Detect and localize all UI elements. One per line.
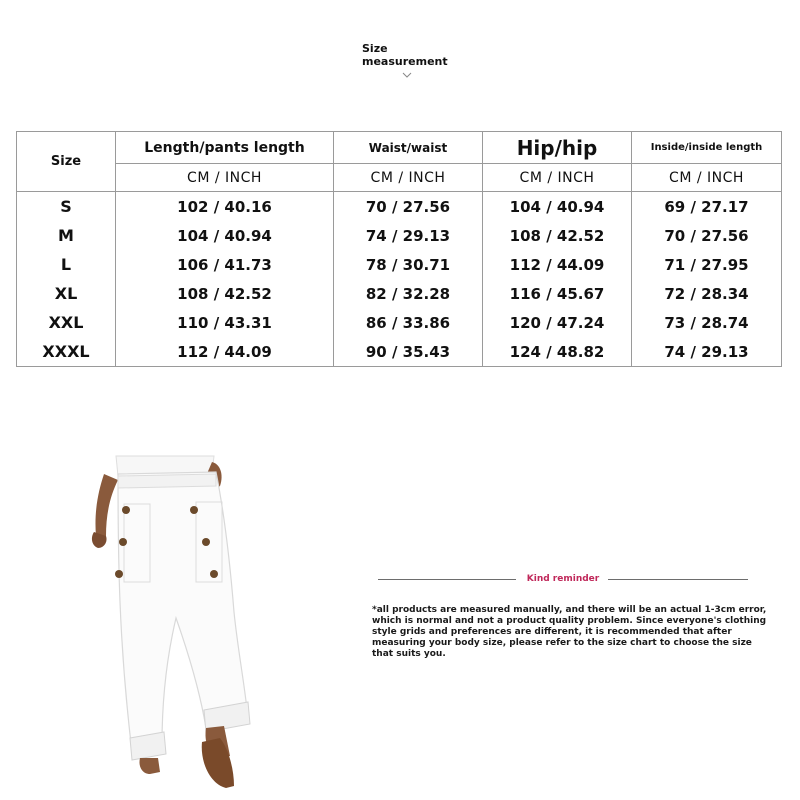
hip-cell: 116 / 45.67 bbox=[483, 279, 632, 308]
hip-cell: 108 / 42.52 bbox=[483, 221, 632, 250]
unit-label: CM / INCH bbox=[334, 164, 483, 192]
inside-length-cell: 70 / 27.56 bbox=[632, 221, 782, 250]
waist-cell: 78 / 30.71 bbox=[334, 250, 483, 279]
table-row bbox=[17, 279, 782, 308]
waist-cell: 86 / 33.86 bbox=[334, 308, 483, 337]
waist-column-header: Waist/waist bbox=[334, 132, 483, 164]
waist-cell: 82 / 32.28 bbox=[334, 279, 483, 308]
hip-cell: 120 / 47.24 bbox=[483, 308, 632, 337]
unit-label: CM / INCH bbox=[483, 164, 632, 192]
kind-reminder-title: Kind reminder bbox=[526, 574, 600, 584]
unit-label: CM / INCH bbox=[632, 164, 782, 192]
inside-length-cell: 69 / 27.17 bbox=[632, 192, 782, 222]
inside-length-cell: 71 / 27.95 bbox=[632, 250, 782, 279]
waist-cell: 90 / 35.43 bbox=[334, 337, 483, 367]
table-header-row bbox=[17, 132, 782, 164]
kind-reminder-text: *all products are measured manually, and there will be an actual 1-3cm error, which is normal and not a product quality problem. Since everyone's clothing style grids and preferences are different, it is recommended that after measuring your body size, please refer to the size chart to choose the size that suits you. bbox=[372, 605, 767, 659]
heading-line-1: Size bbox=[362, 42, 388, 55]
size-cell: XXL bbox=[17, 308, 116, 337]
waist-cell: 70 / 27.56 bbox=[334, 192, 483, 222]
hip-column-header: Hip/hip bbox=[483, 132, 632, 164]
hip-cell: 104 / 40.94 bbox=[483, 192, 632, 222]
length-cell: 110 / 43.31 bbox=[116, 308, 334, 337]
size-cell: M bbox=[17, 221, 116, 250]
table-row bbox=[17, 337, 782, 367]
divider-line-right bbox=[608, 579, 748, 580]
size-column-header: Size bbox=[17, 132, 116, 192]
size-cell: XXXL bbox=[17, 337, 116, 367]
hip-cell: 124 / 48.82 bbox=[483, 337, 632, 367]
inside-length-column-header: Inside/inside length bbox=[632, 132, 782, 164]
waist-cell: 74 / 29.13 bbox=[334, 221, 483, 250]
length-cell: 112 / 44.09 bbox=[116, 337, 334, 367]
heading-line-2: measurement bbox=[362, 55, 448, 68]
unit-label: CM / INCH bbox=[116, 164, 334, 192]
table-row bbox=[17, 192, 782, 222]
table-row bbox=[17, 250, 782, 279]
inside-length-cell: 72 / 28.34 bbox=[632, 279, 782, 308]
size-measurement-heading bbox=[362, 42, 448, 68]
chevron-down-icon bbox=[402, 70, 412, 80]
hip-cell: 112 / 44.09 bbox=[483, 250, 632, 279]
inside-length-cell: 73 / 28.74 bbox=[632, 308, 782, 337]
unit-header-row bbox=[17, 164, 782, 192]
size-cell: XL bbox=[17, 279, 116, 308]
length-column-header: Length/pants length bbox=[116, 132, 334, 164]
length-cell: 102 / 40.16 bbox=[116, 192, 334, 222]
size-cell: S bbox=[17, 192, 116, 222]
table-row bbox=[17, 221, 782, 250]
length-cell: 106 / 41.73 bbox=[116, 250, 334, 279]
divider-line-left bbox=[378, 579, 516, 580]
size-chart-table bbox=[16, 131, 782, 367]
product-photo-white-pants bbox=[88, 452, 258, 792]
length-cell: 108 / 42.52 bbox=[116, 279, 334, 308]
inside-length-cell: 74 / 29.13 bbox=[632, 337, 782, 367]
length-cell: 104 / 40.94 bbox=[116, 221, 334, 250]
table-row bbox=[17, 308, 782, 337]
size-cell: L bbox=[17, 250, 116, 279]
